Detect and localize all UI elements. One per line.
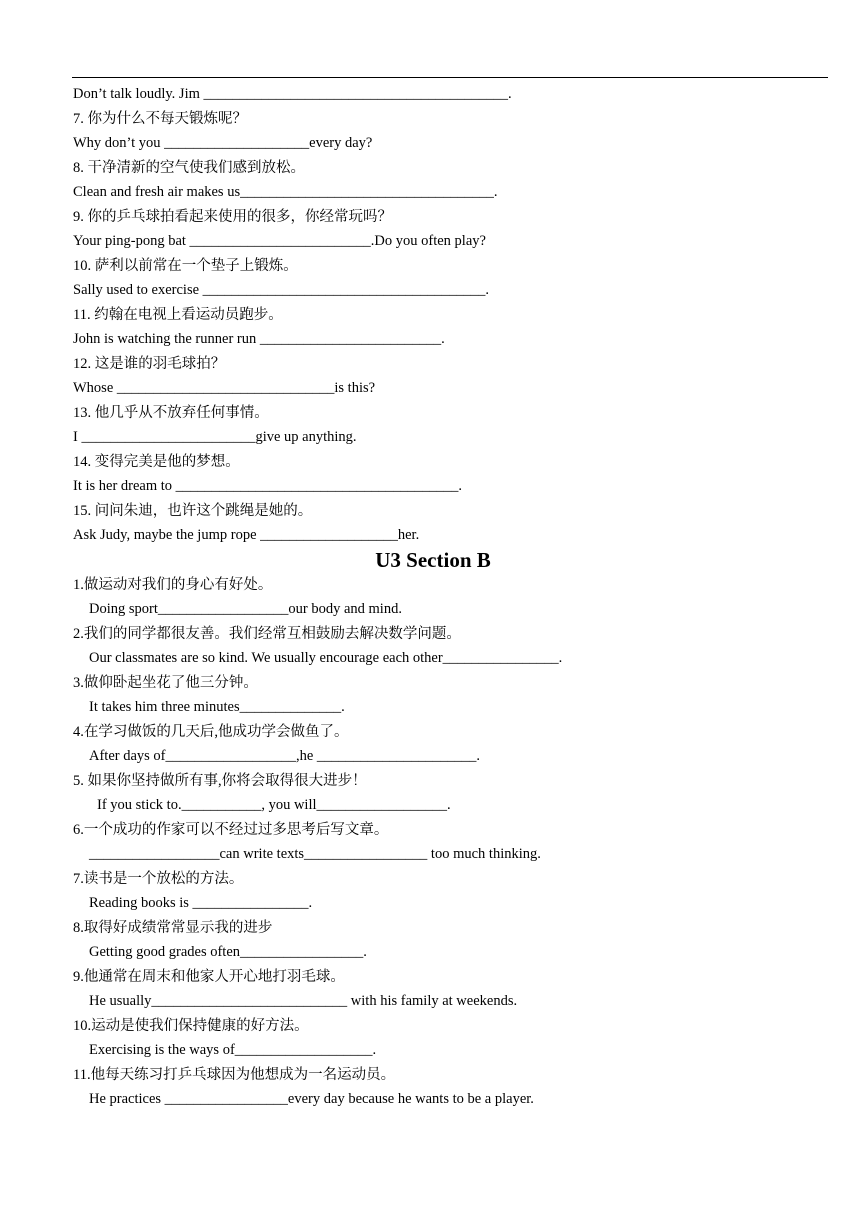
exercise-line: 9. 你的乒乓球拍看起来使用的很多，你经常玩吗？ — [73, 208, 392, 225]
section-b-title: U3 Section B — [375, 547, 491, 572]
exercise-line: Why don’t you ____________________every day? — [73, 135, 373, 151]
exercise-line: 15. 问问朱迪，也许这个跳绳是她的。 — [73, 502, 313, 519]
answer-line: __________________can write texts_________________ too much thinking. — [89, 846, 541, 862]
answer-line: Getting good grades often_________________. — [89, 944, 367, 960]
exercise-line: Don’t talk loudly. Jim __________________________________________. — [73, 86, 512, 102]
question-line: 8.取得好成绩常常显示我的进步 — [73, 919, 273, 936]
question-line: 4.在学习做饭的几天后,他成功学会做鱼了。 — [73, 723, 349, 740]
exercise-line: 14. 变得完美是他的梦想。 — [73, 453, 240, 470]
question-line: 6.一个成功的作家可以不经过过多思考后写文章。 — [73, 821, 389, 838]
exercise-line: Your ping-pong bat _________________________.Do you often play? — [73, 233, 486, 249]
answer-line: Doing sport__________________our body and mind. — [89, 601, 402, 617]
answer-line: After days of__________________,he ______________________. — [89, 748, 481, 764]
answer-line: Our classmates are so kind. We usually encourage each other________________. — [89, 650, 563, 666]
question-line: 11.他每天练习打乒乓球因为他想成为一名运动员。 — [73, 1066, 396, 1083]
exercise-line: 7. 你为什么不每天锻炼呢？ — [73, 110, 247, 127]
exercise-line: It is her dream to _______________________________________. — [73, 478, 463, 494]
section-a-exercises — [73, 82, 833, 548]
exercise-line: Clean and fresh air makes us___________________________________. — [73, 184, 498, 200]
exercise-line: Ask Judy, maybe the jump rope ___________________her. — [73, 527, 420, 543]
exercise-line: I ________________________give up anything. — [73, 429, 357, 445]
question-line: 10.运动是使我们保持健康的好方法。 — [73, 1017, 309, 1034]
answer-line: He usually___________________________ with his family at weekends. — [89, 993, 518, 1009]
exercise-line: John is watching the runner run _________________________. — [73, 331, 445, 347]
section-b-exercises — [73, 573, 833, 1112]
question-line: 3.做仰卧起坐花了他三分钟。 — [73, 674, 258, 691]
question-line: 1.做运动对我们的身心有好处。 — [73, 576, 273, 593]
header-rule — [72, 77, 828, 78]
question-line: 5. 如果你坚持做所有事,你将会取得很大进步！ — [73, 772, 367, 789]
answer-line: He practices _________________every day because he wants to be a player. — [89, 1091, 534, 1107]
exercise-line: Whose ______________________________is this? — [73, 380, 376, 396]
exercise-line: 10. 萨利以前常在一个垫子上锻炼。 — [73, 257, 298, 274]
exercise-line: Sally used to exercise _______________________________________. — [73, 282, 490, 298]
exercise-line: 11. 约翰在电视上看运动员跑步。 — [73, 306, 283, 323]
answer-line: Exercising is the ways of___________________. — [89, 1042, 377, 1058]
exercise-line: 8. 干净清新的空气使我们感到放松。 — [73, 159, 305, 176]
question-line: 2.我们的同学都很友善。我们经常互相鼓励去解决数学问题。 — [73, 625, 461, 642]
answer-line: If you stick to.___________, you will__________________. — [97, 797, 451, 813]
answer-line: It takes him three minutes______________. — [89, 699, 345, 715]
exercise-line: 13. 他几乎从不放弃任何事情。 — [73, 404, 269, 421]
answer-line: Reading books is ________________. — [89, 895, 313, 911]
question-line: 9.他通常在周末和他家人开心地打羽毛球。 — [73, 968, 345, 985]
question-line: 7.读书是一个放松的方法。 — [73, 870, 244, 887]
worksheet-content — [73, 82, 833, 1112]
exercise-line: 12. 这是谁的羽毛球拍？ — [73, 355, 226, 372]
